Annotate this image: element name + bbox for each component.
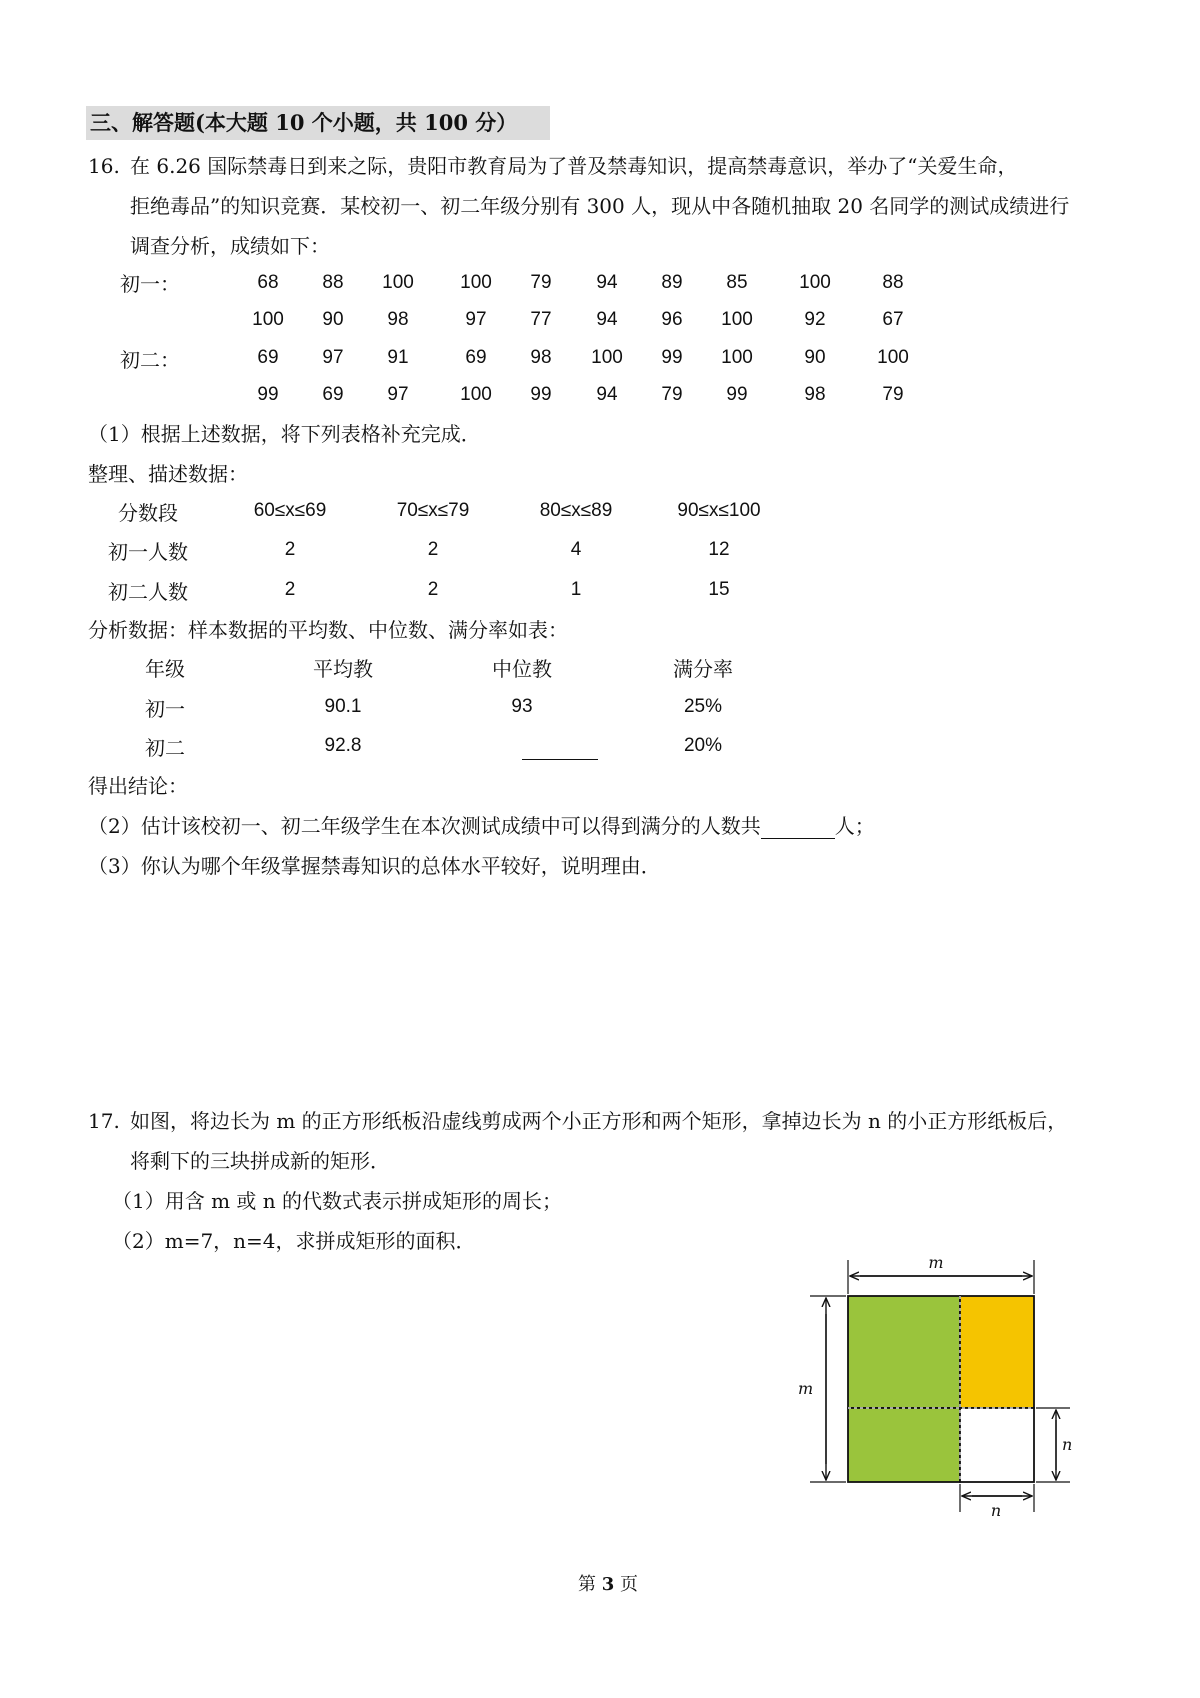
section-title: 三、解答题(本大题 10 个小题，共 100 分） (86, 106, 550, 140)
stats-cell-fullrate: 25% (683, 696, 723, 717)
q16-part3: （3）你认为哪个年级掌握禁毒知识的总体水平较好，说明理由． (88, 854, 661, 878)
conclusion-label: 得出结论： (88, 774, 188, 798)
score-cell: 99 (257, 384, 279, 405)
score-cell: 85 (726, 272, 748, 293)
score-cell: 89 (661, 272, 683, 293)
score-cell: 69 (257, 347, 279, 368)
page-number: 3 (601, 1574, 615, 1595)
square-cut-figure (800, 1254, 1080, 1518)
q16-line-1: 在 6.26 国际禁毒日到来之际，贵阳市教育局为了普及禁毒知识，提高禁毒意识，举办了“关爱生命， (130, 154, 1018, 178)
score-cell: 99 (661, 347, 683, 368)
stats-header-cell: 中位教 (492, 657, 552, 681)
score-cell: 69 (322, 384, 344, 405)
freq-cell: 2 (427, 579, 439, 600)
score-cell: 90 (804, 347, 826, 368)
stats-table-row (0, 696, 1200, 722)
freq-cell: 2 (427, 539, 439, 560)
score-cell: 88 (882, 272, 904, 293)
score-cell: 98 (387, 309, 409, 330)
q16-part2 (88, 813, 875, 839)
freq-table-header (0, 500, 1200, 526)
stats-table-header (0, 656, 1200, 682)
white-small-square (960, 1408, 1034, 1482)
footer-prefix: 第 (578, 1574, 596, 1595)
score-cell: 69 (465, 347, 487, 368)
q16-line-2: 拒绝毒品”的知识竞赛．某校初一、初二年级分别有 300 人，现从中各随机抽取 20 名同学的测试成绩进行 (130, 194, 1070, 218)
freq-cell: 15 (708, 579, 730, 600)
grade2-label: 初二： (120, 348, 180, 372)
q16-line-3: 调查分析，成绩如下： (130, 234, 330, 258)
score-cell: 92 (804, 309, 826, 330)
freq-cell: 1 (570, 579, 582, 600)
score-cell: 79 (661, 384, 683, 405)
q17-number: 17. (88, 1109, 120, 1133)
footer-suffix: 页 (620, 1574, 638, 1595)
freq-header-cell: 70≤x≤79 (396, 500, 470, 521)
label-bottom-n: n (990, 1501, 1002, 1520)
stats-row-label: 初一 (145, 697, 185, 721)
label-left-m: m (798, 1379, 814, 1398)
stats-row-label: 初二 (145, 736, 185, 760)
score-cell: 77 (530, 309, 552, 330)
stats-cell-fullrate: 20% (683, 735, 723, 756)
stats-header-cell: 满分率 (673, 657, 733, 681)
freq-cell: 2 (284, 539, 296, 560)
q17-line-2: 将剩下的三块拼成新的矩形． (130, 1149, 390, 1173)
green-rect-bottom (848, 1408, 960, 1482)
q17-part2: （2）m=7，n=4，求拼成矩形的面积． (112, 1229, 476, 1253)
score-cell: 99 (530, 384, 552, 405)
freq-cell: 12 (708, 539, 730, 560)
freq-cell: 2 (284, 579, 296, 600)
stats-cell-mean: 90.1 (324, 696, 362, 717)
score-cell: 100 (591, 347, 623, 368)
score-cell: 68 (257, 272, 279, 293)
grade2-scores-row-1 (0, 347, 1200, 373)
freq-cell: 4 (570, 539, 582, 560)
score-cell: 100 (721, 347, 753, 368)
green-rect-top (848, 1296, 960, 1408)
grade1-scores-row-1 (0, 272, 1200, 298)
score-cell: 96 (661, 309, 683, 330)
freq-row-label: 初二人数 (108, 580, 188, 604)
score-cell: 98 (530, 347, 552, 368)
grade1-scores-row-2 (0, 309, 1200, 335)
score-cell: 97 (387, 384, 409, 405)
freq-header-cell: 60≤x≤69 (253, 500, 327, 521)
score-cell: 94 (596, 309, 618, 330)
score-cell: 100 (721, 309, 753, 330)
freq-row-label: 初一人数 (108, 540, 188, 564)
label-right-n: n (1062, 1435, 1073, 1454)
score-cell: 100 (252, 309, 284, 330)
score-cell: 99 (726, 384, 748, 405)
score-cell: 100 (460, 384, 492, 405)
freq-header-cell: 分数段 (118, 501, 178, 525)
grade1-label: 初一： (120, 272, 180, 296)
organize-label: 整理、描述数据： (88, 462, 248, 486)
q16-part2-suffix: 人； (834, 814, 875, 838)
freq-header-cell: 90≤x≤100 (677, 500, 761, 521)
score-cell: 100 (799, 272, 831, 293)
grade2-scores-row-2 (0, 384, 1200, 410)
score-cell: 90 (322, 309, 344, 330)
stats-cell-mean: 92.8 (324, 735, 362, 756)
q17-part1: （1）用含 m 或 n 的代数式表示拼成矩形的周长； (112, 1189, 562, 1213)
score-cell: 98 (804, 384, 826, 405)
yellow-rect (960, 1296, 1034, 1408)
score-cell: 94 (596, 272, 618, 293)
score-cell: 97 (322, 347, 344, 368)
stats-table-row (0, 735, 1200, 761)
stats-header-cell: 平均教 (313, 657, 373, 681)
q16-part2-text: （2）估计该校初一、初二年级学生在本次测试成绩中可以得到满分的人数共 (88, 814, 761, 838)
analyze-label: 分析数据：样本数据的平均数、中位数、满分率如表： (88, 618, 568, 642)
score-cell: 79 (882, 384, 904, 405)
q16-part1: （1）根据上述数据，将下列表格补充完成． (88, 422, 481, 446)
freq-table-row (0, 539, 1200, 565)
label-top-m: m (928, 1253, 944, 1272)
median-answer-blank[interactable] (522, 759, 598, 760)
freq-table-row (0, 579, 1200, 605)
stats-cell-median: 93 (511, 696, 533, 717)
score-cell: 91 (387, 347, 409, 368)
q16-number: 16. (88, 154, 120, 178)
score-cell: 100 (460, 272, 492, 293)
score-cell: 100 (877, 347, 909, 368)
score-cell: 67 (882, 309, 904, 330)
score-cell: 100 (382, 272, 414, 293)
score-cell: 88 (322, 272, 344, 293)
answer-blank[interactable] (761, 816, 835, 839)
page-footer (578, 1570, 638, 1596)
score-cell: 97 (465, 309, 487, 330)
q17-line-1: 如图，将边长为 m 的正方形纸板沿虚线剪成两个小正方形和两个矩形，拿掉边长为 n 的小正方形纸板后， (130, 1109, 1068, 1133)
stats-header-cell: 年级 (145, 657, 185, 681)
freq-header-cell: 80≤x≤89 (539, 500, 613, 521)
score-cell: 94 (596, 384, 618, 405)
score-cell: 79 (530, 272, 552, 293)
